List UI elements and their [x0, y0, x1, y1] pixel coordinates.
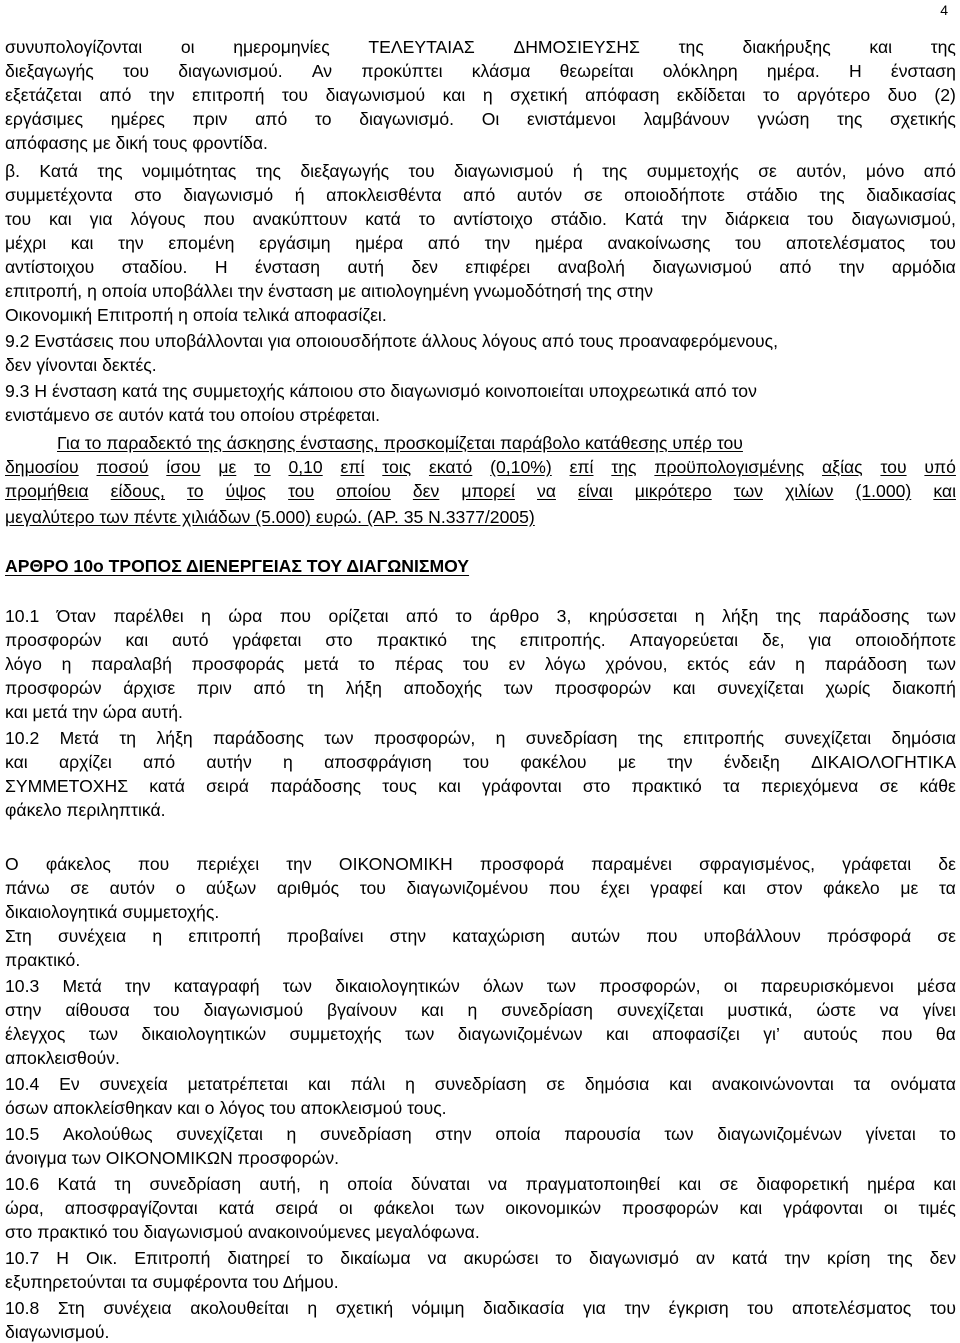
paragraph-line: 10.7 Η Οικ. Επιτροπή διατηρεί το δικαίωμα να ακυρώσει το διαγωνισμό αν κατά την κρίση της δεν [5, 1248, 956, 1268]
paragraph-line: συμμετέχοντα στο διαγωνισμό ή αποκλεισθέντα από αυτόν σε οποιοδήποτε στάδιο της διαδικασίας [5, 185, 956, 205]
paragraph-line: συνυπολογίζονται οι ημερομηνίες ΤΕΛΕΥΤΑΙΑΣ ΔΗΜΟΣΙΕΥΣΗΣ της διακήρυξης και της [5, 37, 956, 57]
paragraph-line: 10.6 Κατά τη συνεδρίαση αυτή, η οποία δύναται να πραγματοποιηθεί και σε διαφορετική ημέρα και [5, 1174, 956, 1194]
paragraph-line: διεξαγωγής του διαγωνισμού. Αν προκύπτει κλάσμα θεωρείται ολόκληρη ημέρα. Η ένσταση [5, 61, 956, 81]
paragraph-line: και αρχίζει από αυτήν η αποσφράγιση του φακέλου με την ένδειξη ΔΙΚΑΙΟΛΟΓΗΤΙΚΑ [5, 752, 956, 772]
paragraph-line: ενιστάμενο σε αυτόν κατά του οποίου στρέφεται. [5, 405, 381, 425]
underlined-paragraph-line: προμήθεια είδους, το ύψος του οποίου δεν μπορεί να είναι μικρότερο των χιλίων (1.000) και [5, 481, 956, 501]
paragraph-line: προσφορών άρχισε πριν από τη λήξη αποδοχής των προσφορών και συνεχίζεται χωρίς διακοπή [5, 678, 956, 698]
paragraph-line: στην αίθουσα του διαγωνισμού βγαίνουν και η συνεδρίαση συνεχίζεται μυστικά, ώστε να γίνει [5, 1000, 956, 1020]
underlined-paragraph-line: Για το παραδεκτό της άσκησης ένστασης, προσκομίζεται παράβολο κατάθεσης υπέρ του [57, 433, 743, 453]
paragraph-line: Ο φάκελος που περιέχει την ΟΙΚΟΝΟΜΙΚΗ προσφορά παραμένει σφραγισμένος, γράφεται δε [5, 854, 956, 874]
paragraph-line: και μετά την ώρα αυτή. [5, 702, 183, 722]
paragraph-line: του και για λόγους που ανακύπτουν κατά το αντίστοιχο στάδιο. Κατά την διάρκεια του διαγωνισμού, [5, 209, 956, 229]
paragraph-line: 10.8 Στη συνέχεια ακολουθείται η σχετική νόμιμη διαδικασία για την έγκριση του αποτελέσματος του [5, 1298, 956, 1318]
paragraph-line: Στη συνέχεια η επιτροπή προβαίνει στην καταχώριση αυτών που υποβάλλουν πρόσφορά σε [5, 926, 956, 946]
paragraph-line: πάνω σε αυτόν ο αύξων αριθμός του διαγωνιζομένου που έχει γραφεί και στον φάκελο με τα [5, 878, 956, 898]
paragraph-line: προσφορών και αυτό γράφεται στο πρακτικό της επιτροπής. Απαγορεύεται δε, για οποιοδήποτε [5, 630, 956, 650]
underlined-paragraph-line: μεγαλύτερο των πέντε χιλιάδων (5.000) ευρώ. (ΑΡ. 35 Ν.3377/2005) [5, 507, 535, 527]
paragraph-line: ώρα, αποσφραγίζονται κατά σειρά οι φάκελοι των οικονομικών προσφορών και γράφονται οι τιμές [5, 1198, 956, 1218]
paragraph-line: β. Κατά της νομιμότητας της διεξαγωγής του διαγωνισμού ή της συμμετοχής σε αυτόν, μόνο από [5, 161, 956, 181]
underlined-paragraph-line: δημοσίου ποσού ίσου με το 0,10 επί τοις εκατό (0,10%) επί της προϋπολογισμένης αξίας του υπό [5, 457, 956, 477]
article-heading: ΑΡΘΡΟ 10ο ΤΡΟΠΟΣ ΔΙΕΝΕΡΓΕΙΑΣ ΤΟΥ ΔΙΑΓΩΝΙΣΜΟΥ [5, 556, 470, 576]
paragraph-line: 10.4 Εν συνεχεία μετατρέπεται και πάλι η συνεδρίαση σε δημόσια και ανακοινώνονται τα ονόματα [5, 1074, 956, 1094]
paragraph-line: πρακτικό. [5, 950, 81, 970]
paragraph-line: άνοιγμα των ΟΙΚΟΝΟΜΙΚΩΝ προσφορών. [5, 1148, 340, 1168]
paragraph-line: εργάσιμες ημέρες πριν από το διαγωνισμό. Οι ενιστάμενοι λαμβάνουν γνώση της σχετικής [5, 109, 956, 129]
page-number: 4 [940, 2, 948, 18]
paragraph-line: αποκλεισθούν. [5, 1048, 120, 1068]
paragraph-line: εξετάζεται από την επιτροπή του διαγωνισμού και η σχετική απόφαση εκδίδεται το αργότερο δυο (2) [5, 85, 956, 105]
paragraph-line: 10.1 Όταν παρέλθει η ώρα που ορίζεται από το άρθρο 3, κηρύσσεται η λήξη της παράδοσης των [5, 606, 956, 626]
paragraph-line: φάκελο περιληπτικά. [5, 800, 166, 820]
paragraph-line: 9.2 Ενστάσεις που υποβάλλονται για οποιουσδήποτε άλλους λόγους από τους προαναφερόμενους, [5, 331, 779, 351]
paragraph-line: επιτροπή, η οποία υποβάλλει την ένσταση με αιτιολογημένη γνωμοδότησή της στην [5, 281, 654, 301]
paragraph-line: δεν γίνονται δεκτές. [5, 355, 157, 375]
paragraph-line: δικαιολογητικά συμμετοχής. [5, 902, 220, 922]
paragraph-line: Οικονομική Επιτροπή η οποία τελικά αποφασίζει. [5, 305, 387, 325]
paragraph-line: 10.5 Ακολούθως συνεχίζεται η συνεδρίαση στην οποία παρουσία των διαγωνιζομένων γίνεται το [5, 1124, 956, 1144]
paragraph-line: λόγο η παραλαβή προσφοράς μετά το πέρας του εν λόγω χρόνου, εκτός εάν η παράδοση των [5, 654, 956, 674]
paragraph-line: ΣΥΜΜΕΤΟΧΗΣ κατά σειρά παράδοσης τους και γράφονται στο πρακτικό τα περιεχόμενα σε κάθε [5, 776, 956, 796]
paragraph-line: μέχρι και την επομένη εργάσιμη ημέρα από την ημέρα ανακοίνωσης του αποτελέσματος του [5, 233, 956, 253]
paragraph-line: 10.3 Μετά την καταγραφή των δικαιολογητικών όλων των προσφορών, οι παρευρισκόμενοι μέσα [5, 976, 956, 996]
paragraph-line: στο πρακτικό του διαγωνισμού ανακοινούμενες μεγαλόφωνα. [5, 1222, 480, 1242]
paragraph-line: 10.2 Μετά τη λήξη παράδοσης των προσφορών, η συνεδρίαση της επιτροπής συνεχίζεται δημόσια [5, 728, 956, 748]
paragraph-line: αντίστοιχου σταδίου. Η ένσταση αυτή δεν επιφέρει αναβολή διαγωνισμού από την αρμόδια [5, 257, 956, 277]
paragraph-line: διαγωνισμού. [5, 1322, 110, 1342]
paragraph-line: εξυπηρετούνται τα συμφέροντα του Δήμου. [5, 1272, 339, 1292]
paragraph-line: έλεγχος των δικαιολογητικών συμμετοχής των διαγωνιζομένων και αποφασίζει γι’ αυτούς που θα [5, 1024, 956, 1044]
paragraph-line: όσων αποκλείσθηκαν και ο λόγος του αποκλεισμού τους. [5, 1098, 447, 1118]
paragraph-line: απόφασης με δική τους φροντίδα. [5, 133, 268, 153]
paragraph-line: 9.3 Η ένσταση κατά της συμμετοχής κάποιου στο διαγωνισμό κοινοποιείται υποχρεωτικά από τον [5, 381, 757, 401]
